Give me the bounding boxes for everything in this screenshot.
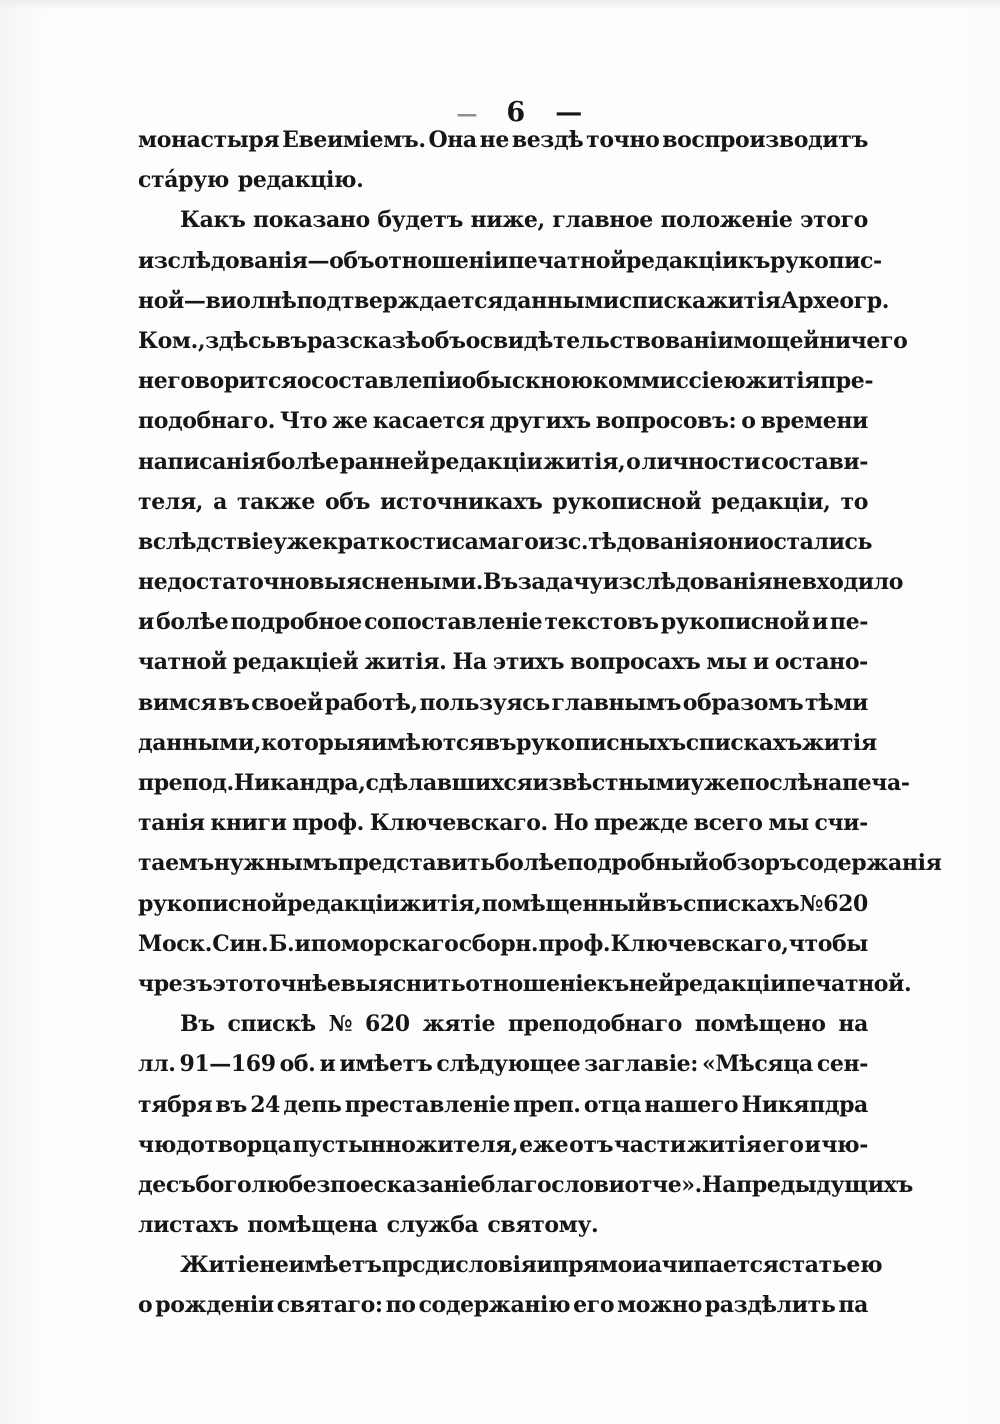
text-line: Моск. Син. Б. и поморскаго сборн. проф. Ключевскаго, чтобы bbox=[138, 930, 868, 957]
text-line: недостаточно выяснеными. Въ задачу изслѣдованія не входило bbox=[138, 569, 904, 596]
text-line: не говорится о составлепіи обыскною коммиссіею житія пре- bbox=[138, 368, 874, 395]
header-left-dash: — bbox=[456, 101, 477, 126]
text-line: листахъ помѣщена служба святому. bbox=[138, 1212, 599, 1239]
text-line: Ком., здѣсь въ разсказѣ объ освидѣтельствованіи мощей ничего bbox=[138, 327, 908, 354]
text-line: рукописной редакціи житія, помѣщенный въ спискахъ № 620 bbox=[138, 890, 868, 917]
text-line: лл. 91—169 об. и имѣетъ слѣдующее заглавіе: «Мѣсяца сен- bbox=[138, 1051, 868, 1078]
body-text bbox=[138, 120, 942, 1326]
text-line: Какъ показано будетъ ниже, главное положеніе этого bbox=[180, 207, 868, 234]
text-line: вслѣдствіе уже краткости самаго изс.тѣдованія они остались bbox=[138, 528, 873, 555]
text-line: таемъ нужнымъ представить болѣе подробный обзоръ содержанія bbox=[138, 850, 942, 877]
text-line: изслѣдованія—объ отношеніи печатной редакціи къ рукопис- bbox=[138, 247, 882, 274]
text-line: теля, а также объ источникахъ рукописной редакціи, то bbox=[138, 488, 868, 515]
text-line: подобнаго. Что же касается другихъ вопросовъ: о времени bbox=[138, 408, 868, 435]
text-line: данными, которыя имѣются въ рукописныхъ спискахъ житія bbox=[138, 729, 877, 756]
text-line: танія книги проф. Ключевскаго. Но прежде всего мы счи- bbox=[138, 810, 868, 837]
text-line: чатной редакціей житія. На этихъ вопросахъ мы и остано- bbox=[138, 649, 868, 676]
text-line: монастыря Евеиміемъ. Она не вездѣ точно воспроизводитъ bbox=[138, 127, 868, 153]
text-line: десъ боголюбезпое сказаніе благослови отче». На предыдущихъ bbox=[138, 1171, 913, 1198]
text-line: о рожденіи святаго: по содержанію его можно раздѣлить па bbox=[138, 1292, 868, 1319]
text-line: Житіе не имѣетъ прсдисловія и прямо иачипается статьею bbox=[180, 1252, 883, 1279]
text-line: ной—виолнѣ подтверждается данными списка житія Археогр. bbox=[138, 287, 890, 314]
text-line: тября въ 24 депь преставленіе преп. отца нашего Никяпдра bbox=[138, 1091, 868, 1118]
text-line: препод. Никандра, сдѣлавшихся извѣстными уже послѣ напеча- bbox=[138, 770, 910, 796]
text-line: написанія болѣе ранней редакціи житія, о личности состави- bbox=[138, 448, 868, 475]
text-line: ста́рую редакцію. bbox=[138, 167, 364, 194]
text-line: и болѣе подробное сопоставленіе текстовъ рукописной и пе- bbox=[138, 609, 868, 636]
page-number: 6 bbox=[506, 97, 526, 128]
header-right-dash: — bbox=[555, 97, 582, 128]
page-header bbox=[0, 56, 1000, 128]
text-line: Въ спискѣ № 620 жятіе преподобнаго помѣщено на bbox=[180, 1011, 868, 1038]
text-line: вимся въ своей работѣ, пользуясь главнымъ образомъ тѣми bbox=[138, 689, 868, 716]
text-line: чрезъ это точнѣе выяснить отношеніе къ ней редакціи печатной. bbox=[138, 970, 912, 997]
text-line: чюдотворца пустынножителя, еже отъ части житія его и чю- bbox=[138, 1131, 868, 1158]
